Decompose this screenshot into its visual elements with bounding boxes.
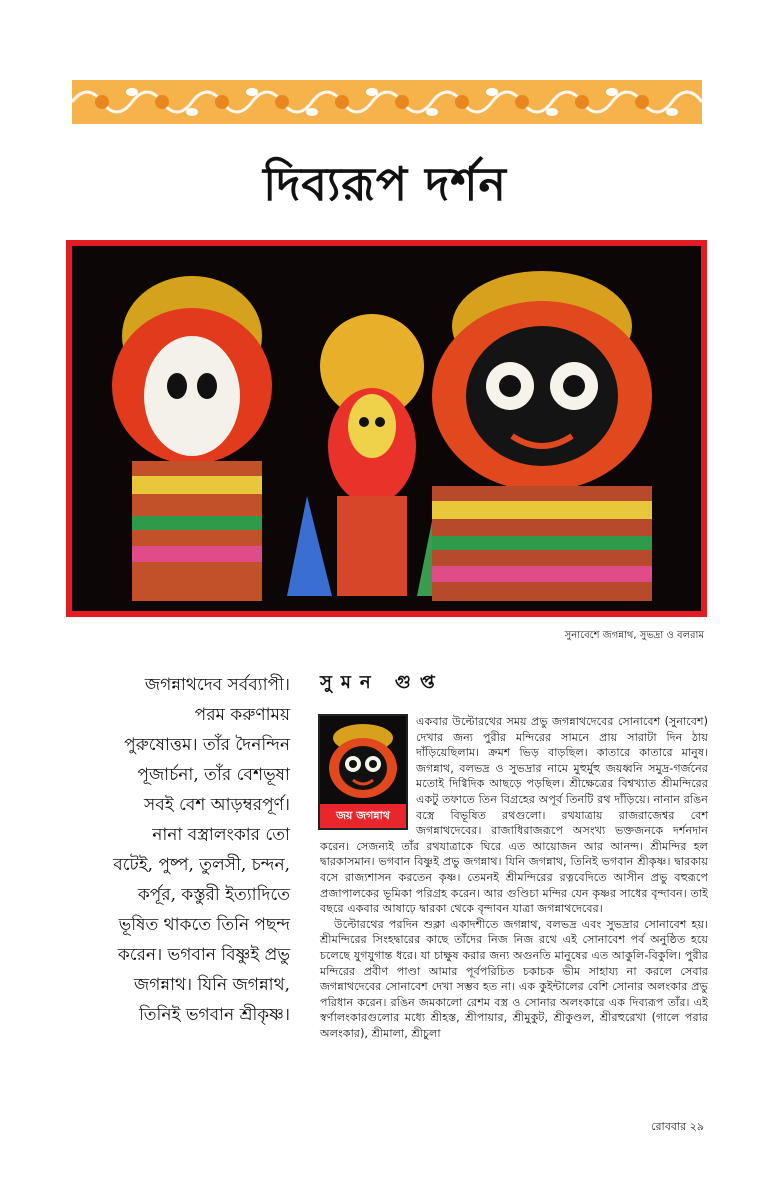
- decorative-border: [72, 80, 702, 124]
- article-paragraph-2: উল্টোরথের পরদিন শুক্লা একাদশীতে জগন্নাথ, বলভদ্র এবং সুভদ্রার সোনাবেশ হয়। শ্রীমন্দিরের সিংহদ্বারের কাছে তাঁদের নিজ নিজ রথে এই সোনাবেশ পর্ব অনুষ্ঠিত হয়ে চলেছে যুগযুগান্ত ধরে। যা চাক্ষুষ করার জন্য অগুনতি মানুষের এত আকুলি-বিকুলি। পুরীর মন্দিরের প্রবীণ পাণ্ডা আমার পূর্বপরিচিত চকাচক ভীম সাহায্য না করলে সেবার জগন্নাথদেবের সোনাবেশ দেখা সম্ভব হত না। এক কুইন্টালের বেশি সোনার অলংকার প্রভু পরিধান করেন। রঙিন জমকালো রেশম বস্ত্র ও সোনার অলংকারে এক দিব্যরূপ তাঁর। এই স্বর্ণালংকারগুলোর মধ্যে শ্রীহস্ত, শ্রীপায়ার, শ্রীমুকুট, শ্রীকুণ্ডল, শ্রীরহুরেখা (গালে পরার অলংকার), শ্রীমালা, শ্রীচুলা: [320, 917, 708, 1040]
- jagannath-inset-image: [318, 714, 408, 830]
- page-title: দিব্যরূপ দর্শন: [263, 157, 507, 211]
- photo-frame: [66, 240, 707, 617]
- pull-quote-line: পূজার্চনা, তাঁর বেশভূষা: [137, 765, 290, 785]
- pull-quote-line: পুরুষোত্তম। তাঁর দৈনন্দিন: [124, 735, 290, 755]
- pull-quote-line: কর্পূর, কস্তুরী ইত্যাদিতে: [137, 885, 290, 905]
- jagannath-figure: [432, 271, 652, 601]
- deities-photo: [72, 246, 701, 611]
- balabhadra-figure: [112, 276, 272, 601]
- pull-quote: [72, 670, 290, 1030]
- pull-quote-line: পরম করুণাময়: [194, 705, 290, 725]
- jagannath-face-icon: [320, 716, 406, 804]
- inset-label: জয় জগন্নাথ: [320, 804, 406, 828]
- pull-quote-line: জগন্নাথদেব সর্বব্যাপী।: [144, 675, 290, 695]
- pull-quote-line: নানা বস্ত্রালংকার তো: [152, 825, 290, 845]
- pull-quote-line: জগন্নাথ। যিনি জগন্নাথ,: [134, 975, 290, 995]
- pull-quote-line: ভূষিত থাকতে তিনি পছন্দ: [118, 915, 290, 935]
- photo-caption: সুনাবেশে জগন্নাথ, সুভদ্রা ও বলরাম: [564, 630, 704, 641]
- author-byline: সুমন গুপ্ত: [320, 672, 444, 693]
- pull-quote-line: তিনিই ভগবান শ্রীকৃষ্ণ।: [138, 1005, 290, 1025]
- page-footer: রোববার ২৯: [651, 1120, 704, 1133]
- pull-quote-line: বটেই, পুষ্প, তুলসী, চন্দন,: [113, 855, 290, 875]
- article-paragraph-1: একবার উল্টোরথের সময় প্রভু জগন্নাথদেবের সোনাবেশ (সুনাবেশ) দেখার জন্য পুরীর মন্দিরের সামনে প্রায় সারাটা দিন ঠায় দাঁড়িয়েছিলাম। ক্রমশ ভিড় বাড়ছিল। কাতারে কাতারে মানুষ। জগন্নাথ, বলভদ্র ও সুভদ্রার নামে মুহুর্মুহু জয়ধ্বনি সমুদ্র-গর্জনের মতোই দিগ্বিদিক আছড়ে পড়ছিল। শ্রীক্ষেত্রের বিশ্বখ্যাত শ্রীমন্দিরের একটু তফাতে তিন বিগ্রহের অপূর্ব তিনটি রথ দাঁড়িয়ে। নানান রঙিন বস্ত্রে বিভূষিত রথগুলো। রথযাত্রায় রাজরাজেশ্বর বেশ জগন্নাথদেবের। রাজাধিরাজরূপে অসংখ্য ভক্তজনকে দর্শনদান করেন। সেজন্যই তাঁর রথযাত্রাকে ঘিরে এত আয়োজন আর আনন্দ। শ্রীমন্দির হল দ্বারকাসমান। ভগবান বিষ্ণুই প্রভু জগন্নাথ। যিনি জগন্নাথ, তিনিই ভগবান শ্রীকৃষ্ণ। দ্বারকায় বসে রাজ্যশাসন করতেন কৃষ্ণ। তেমনই শ্রীমন্দিরের রত্নবেদিতে আসীন প্রভু বহুরূপে প্রজাপালকের ভূমিকা পরিগ্রহ করেন। আর গুণ্ডিচা মন্দির যেন কৃষ্ণর সাধের বৃন্দাবন। তাই বছরে একবার আষাঢ়ে দ্বারকা থেকে বৃন্দাবন যাত্রা জগন্নাথদেবের।: [320, 715, 708, 916]
- pull-quote-line: করেন। ভগবান বিষ্ণুই প্রভু: [117, 945, 290, 965]
- deities-illustration: [72, 246, 701, 611]
- pull-quote-line: সবই বেশ আড়ম্বরপূর্ণ।: [144, 795, 290, 815]
